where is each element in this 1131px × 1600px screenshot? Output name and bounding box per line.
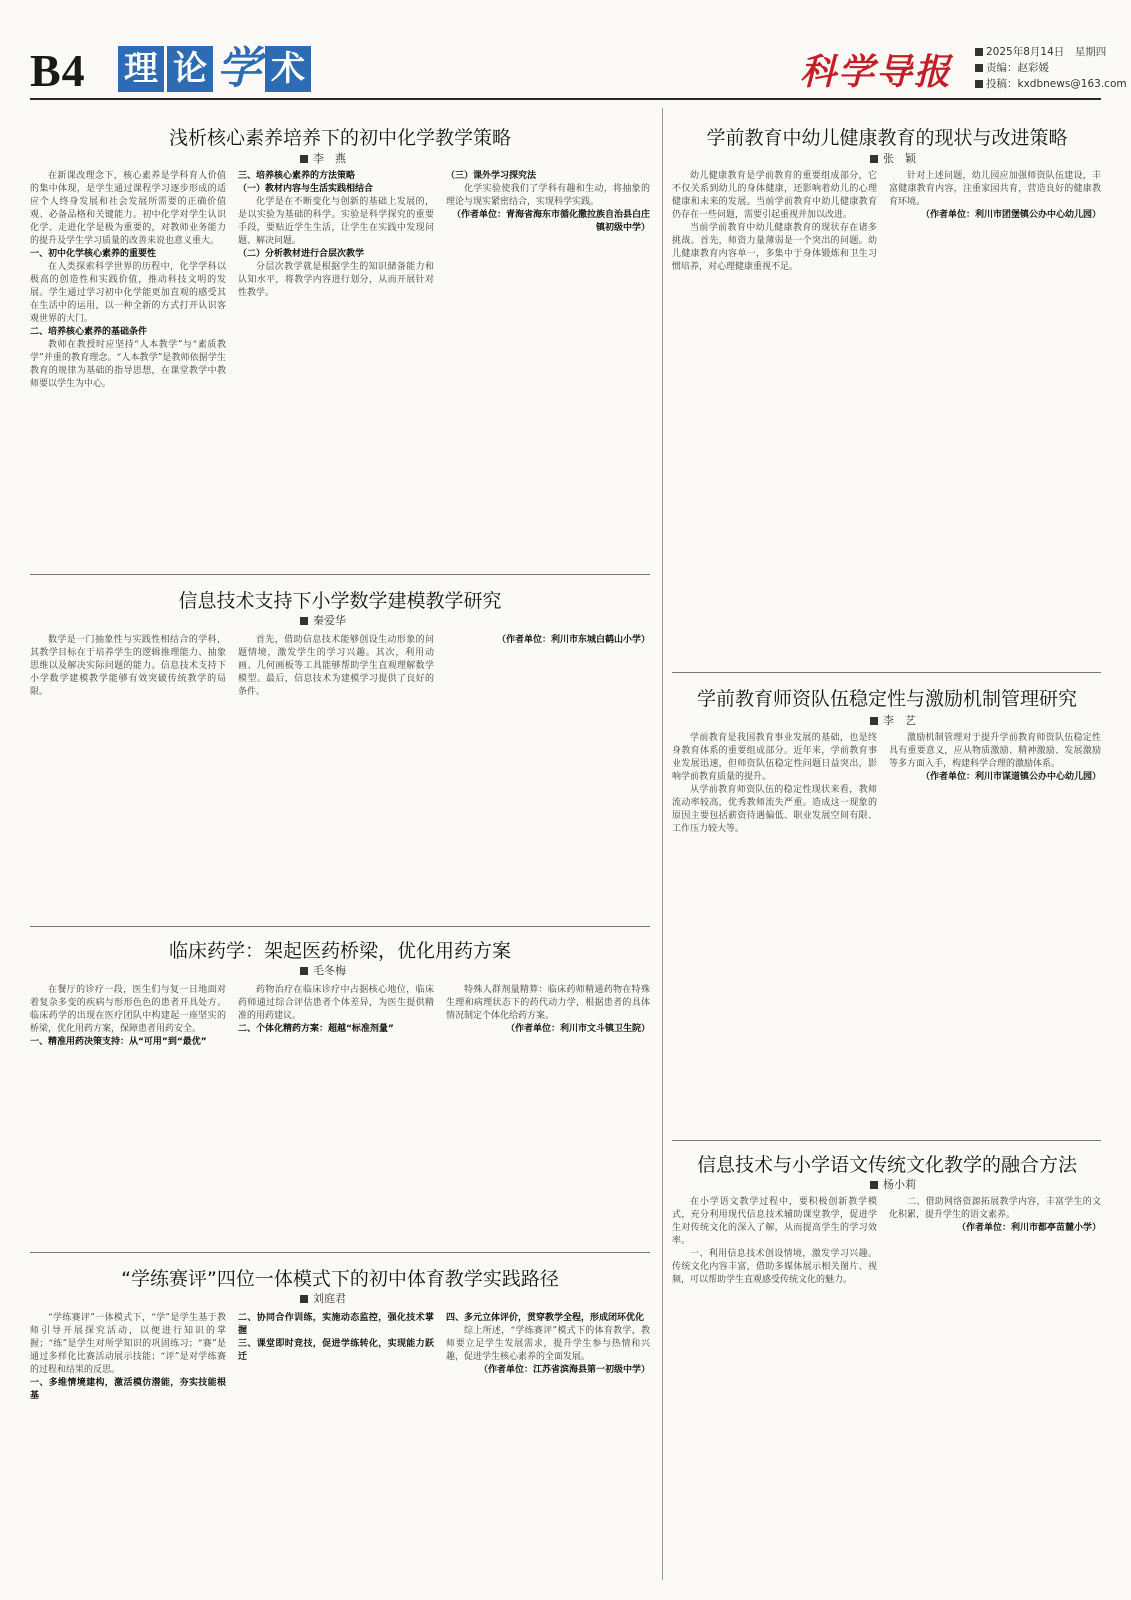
subheading: 二、培养核心素养的基础条件	[30, 327, 148, 337]
article-author: 毛冬梅	[300, 962, 346, 978]
section-char: 理	[118, 46, 164, 92]
paragraph: 当前学前教育中幼儿健康教育的现状存在诸多挑战。首先，师资力量薄弱是一个突出的问题。幼儿健康教育内容单一，多集中于身体锻炼和卫生习惯培养，对心理健康重视不足。	[672, 223, 877, 272]
paragraph: 特殊人群剂量精算：临床药师精通药物在特殊生理和病理状态下的药代动力学，根据患者的具体情况制定个体化给药方案。	[446, 985, 650, 1021]
author-affiliation: （作者单位：利川市都亭苗麓小学）	[956, 1223, 1101, 1233]
paragraph: 分层次教学就是根据学生的知识储备能力和认知水平，将教学内容进行划分，从而开展针对性教学。	[238, 262, 434, 298]
article-headline: “学练赛评”四位一体模式下的初中体育教学实践路径	[121, 1268, 559, 1290]
column-divider	[662, 1148, 663, 1580]
square-bullet-icon	[975, 80, 983, 88]
paragraph: “学练赛评”一体模式下，“学”是学生基于教师引导开展探究活动，以便进行知识的掌握；“练”是学生对所学知识的巩固练习；“赛”是通过多样化比赛活动展示技能；“评”是对学练赛的过程和结果的反思。	[30, 1313, 226, 1375]
paragraph: 在人类探索科学世界的历程中，化学学科以极高的创造性和实践价值，推动科技文明的发展。学生通过学习初中化学能更加直观的感受其在生活中的运用，以一种全新的方式打开认识客观世界的大门。	[30, 262, 226, 324]
article-divider	[30, 1252, 650, 1253]
paragraph: 激励机制管理对于提升学前教育师资队伍稳定性具有重要意义，应从物质激励、精神激励、发展激励等多方面入手，构建科学合理的激励体系。	[889, 733, 1101, 769]
article-column	[446, 984, 650, 1246]
article-author: 张 颖	[870, 150, 916, 166]
article-column	[889, 1196, 1101, 1576]
section-char: 术	[265, 46, 311, 92]
subheading: （三）课外学习探究法	[446, 171, 537, 181]
square-bullet-icon	[300, 1295, 308, 1303]
subheading: （一）教材内容与生活实践相结合	[238, 184, 374, 194]
article-divider	[30, 574, 650, 575]
square-bullet-icon	[870, 1181, 878, 1189]
article-column	[238, 984, 434, 1246]
square-bullet-icon	[300, 967, 308, 975]
article-author: 杨小莉	[870, 1176, 916, 1192]
subheading: 四、多元立体评价，贯穿教学全程，形成闭环优化	[446, 1313, 645, 1323]
article-author: 李 燕	[300, 150, 346, 166]
article-column	[238, 1312, 434, 1578]
author-affiliation: （作者单位：利川市团堡镇公办中心幼儿园）	[920, 210, 1101, 220]
article-column	[672, 1196, 877, 1576]
article-column	[446, 1312, 650, 1578]
square-bullet-icon	[975, 64, 983, 72]
article-column	[446, 170, 650, 566]
subheading: 一、初中化学核心素养的重要性	[30, 249, 157, 259]
paragraph: 从学前教育师资队伍的稳定性现状来看，教师流动率较高，优秀教师流失严重。造成这一现象的原因主要包括薪资待遇偏低、职业发展空间有限、工作压力较大等。	[672, 785, 877, 834]
subheading: 一、精准用药决策支持：从“可用”到“最优”	[30, 1037, 207, 1047]
section-title	[118, 43, 311, 94]
paragraph: 化学实验使我们了学科有趣和生动，将抽象的理论与现实紧密结合，实现科学实践。	[446, 184, 650, 207]
article-column	[672, 732, 877, 1132]
issue-date: 2025年8月14日 星期四	[975, 44, 1106, 59]
article-column	[672, 170, 877, 660]
subheading: 三、培养核心素养的方法策略	[238, 171, 356, 181]
paragraph: 教师在教授时应坚持“人本教学”与“素质教学”并重的教育理念。“人本教学”是教师依据学生教育的规律为基础的指导思想，在课堂教学中教师要以学生为中心。	[30, 340, 226, 389]
email-line: 投稿：kxdbnews@163.com	[975, 76, 1127, 91]
subheading: 二、协同合作训练，实施动态监控，强化技术掌握	[238, 1313, 434, 1336]
article-author: 秦爱华	[300, 612, 346, 628]
newspaper-logo: 科学导报	[800, 51, 953, 93]
page-number: B4	[30, 45, 86, 96]
article-author: 刘庭君	[300, 1290, 346, 1306]
section-char: 论	[167, 46, 213, 92]
square-bullet-icon	[870, 717, 878, 725]
article-column	[889, 732, 1101, 1132]
square-bullet-icon	[870, 155, 878, 163]
article-headline: 信息技术与小学语文传统文化教学的融合方法	[696, 1154, 1077, 1176]
section-char: 学	[217, 43, 261, 94]
article-headline: 浅析核心素养培养下的初中化学教学策略	[168, 127, 511, 149]
paragraph: 化学是在不断变化与创新的基础上发展的，是以实验为基础的科学。实验是科学探究的重要手段，要贴近学生生活，让学生在实践中发现问题、解决问题。	[238, 197, 434, 246]
article-author: 李 艺	[870, 712, 916, 728]
author-affiliation: （作者单位：利川市东城白鹤山小学）	[496, 635, 650, 645]
article-headline: 信息技术支持下小学数学建模教学研究	[178, 590, 502, 612]
subheading: （二）分析教材进行合层次教学	[238, 249, 365, 259]
paragraph: 在新课改理念下，核心素养是学科育人价值的集中体现，是学生通过课程学习逐步形成的适应个人终身发展和社会发展所需要的正确价值观、必备品格和关键能力。初中化学对学生认识化学、走进化学是极为重要的，对教师业务能力的提升及学生学习质量的改善来说也意义重大。	[30, 171, 226, 246]
article-column	[30, 984, 226, 1246]
article-headline: 学前教育中幼儿健康教育的现状与改进策略	[706, 127, 1068, 149]
article-column	[30, 634, 226, 920]
article-divider	[30, 926, 650, 927]
header-rule	[30, 98, 1101, 100]
square-bullet-icon	[300, 617, 308, 625]
paragraph: 一、利用信息技术创设情境，激发学习兴趣。传统文化内容丰富，借助多媒体展示相关图片、视频，可以帮助学生直观感受传统文化的魅力。	[672, 1249, 877, 1285]
paragraph: 药物治疗在临床诊疗中占据核心地位，临床药师通过综合评估患者个体差异，为医生提供精准的用药建议。	[238, 985, 434, 1021]
article-column	[446, 634, 650, 920]
author-affiliation: （作者单位：利川市文斗镇卫生院）	[505, 1024, 650, 1034]
author-affiliation: （作者单位：青海省海东市循化撒拉族自治县白庄镇初级中学）	[451, 210, 650, 233]
paragraph: 在餐厅的诊疗一段，医生们与复一日地面对着复杂多变的疾病与形形色色的患者开具处方。临床药学的出现在医疗团队中构建起一座坚实的桥梁，优化用药方案，保障患者用药安全。	[30, 985, 226, 1034]
article-column	[238, 634, 434, 920]
square-bullet-icon	[975, 48, 983, 56]
subheading: 一、多维情境建构，激活模仿潜能，夯实技能根基	[30, 1378, 226, 1401]
paragraph: 针对上述问题，幼儿园应加强师资队伍建设，丰富健康教育内容，注重家园共育，营造良好的健康教育环境。	[889, 171, 1101, 207]
paragraph: 综上所述，“学练赛评”模式下的体育教学，教师要立足学生发展需求，提升学生参与热情和兴趣，促进学生核心素养的全面发展。	[446, 1326, 650, 1362]
article-column	[889, 170, 1101, 660]
article-headline: 学前教育师资队伍稳定性与激励机制管理研究	[696, 688, 1077, 710]
author-affiliation: （作者单位：江苏省滨海县第一初级中学）	[478, 1365, 650, 1375]
paragraph: 首先，借助信息技术能够创设生动形象的问题情境，激发学生的学习兴趣。其次，利用动画、几何画板等工具能够帮助学生直观理解数学模型。最后，信息技术为建模学习提供了良好的条件。	[238, 635, 434, 697]
paragraph: 数学是一门抽象性与实践性相结合的学科，其教学目标在于培养学生的逻辑推理能力、抽象思维以及解决实际问题的能力。信息技术支持下小学数学建模教学能够有效突破传统教学的局限。	[30, 635, 226, 697]
subheading: 三、课堂即时竞技，促进学练转化，实现能力跃迁	[238, 1339, 434, 1362]
author-affiliation: （作者单位：利川市谋道镇公办中心幼儿园）	[920, 772, 1101, 782]
subheading: 二、个体化精药方案：超越“标准剂量”	[238, 1024, 394, 1034]
article-column	[30, 170, 226, 566]
paragraph: 幼儿健康教育是学前教育的重要组成部分，它不仅关系到幼儿的身体健康，还影响着幼儿的心理健康和未来的发展。当前学前教育中幼儿健康教育仍存在一些问题，需要引起重视并加以改进。	[672, 171, 877, 220]
article-divider	[672, 1140, 1101, 1141]
article-column	[238, 170, 434, 566]
editor-line: 责编：赵彩媛	[975, 60, 1049, 75]
square-bullet-icon	[300, 155, 308, 163]
column-divider	[662, 108, 663, 1148]
paragraph: 学前教育是我国教育事业发展的基础，也是终身教育体系的重要组成部分。近年来，学前教育事业发展迅速，但师资队伍稳定性问题日益突出，影响学前教育质量的提升。	[672, 733, 877, 782]
article-divider	[672, 672, 1101, 673]
article-headline: 临床药学：架起医药桥梁，优化用药方案	[168, 940, 511, 962]
paragraph: 二、借助网络资源拓展教学内容，丰富学生的文化积累，提升学生的语文素养。	[889, 1197, 1101, 1220]
article-column	[30, 1312, 226, 1578]
paragraph: 在小学语文教学过程中，要积极创新教学模式，充分利用现代信息技术辅助课堂教学，促进学生对传统文化的深入了解，从而提高学生的学习效率。	[672, 1197, 877, 1246]
